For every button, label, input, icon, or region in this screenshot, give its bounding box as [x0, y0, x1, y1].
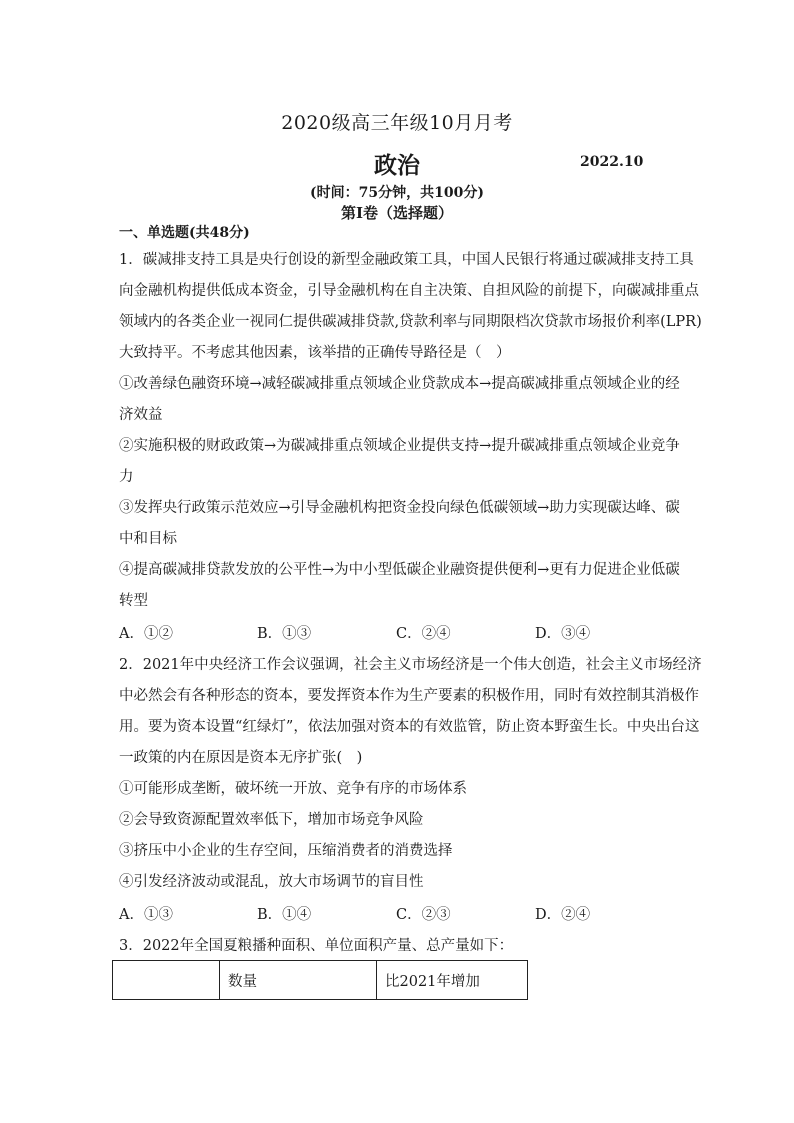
table-header-cell: 比2021年增加: [377, 961, 528, 1000]
question-2-line: 一政策的内在原因是资本无序扩张( ): [119, 750, 363, 766]
question-2-statement: ③挤压中小企业的生存空间，压缩消费者的消费选择: [119, 843, 453, 859]
question-1-statement: ①改善绿色融资环境→减轻碳减排重点领域企业贷款成本→提高碳减排重点领域企业的经: [119, 376, 680, 392]
question-1-statement: 中和目标: [119, 531, 177, 547]
question-1-statement: 济效益: [119, 407, 163, 423]
option-d[interactable]: D．②④: [535, 907, 591, 923]
exam-title: 2020级高三年级10月月考: [281, 112, 513, 134]
table-header-cell: 数量: [220, 961, 377, 1000]
option-c[interactable]: C．②④: [396, 626, 451, 642]
exam-date: 2022.10: [580, 154, 644, 170]
option-d[interactable]: D．③④: [535, 626, 591, 642]
question-1-line: 1．碳减排支持工具是央行创设的新型金融政策工具，中国人民银行将通过碳减排支持工具: [119, 252, 694, 268]
question-1-line: 大致持平。不考虑其他因素，该举措的正确传导路径是（ ）: [119, 345, 511, 361]
option-b[interactable]: B．①④: [257, 907, 312, 923]
option-a[interactable]: A．①③: [119, 907, 173, 923]
question-1-statement: ②实施积极的财政政策→为碳减排重点领域企业提供支持→提升碳减排重点领域企业竞争: [119, 438, 680, 454]
question-1-statement: 力: [119, 469, 134, 485]
question-1-statement: 转型: [119, 593, 148, 609]
question-2-statement: ①可能形成垄断，破坏统一开放、竞争有序的市场体系: [119, 781, 467, 797]
question-1-statement: ③发挥央行政策示范效应→引导金融机构把资金投向绿色低碳领域→助力实现碳达峰、碳: [119, 500, 680, 516]
yield-table: [112, 960, 528, 1000]
table-header-cell: [113, 961, 220, 1000]
question-2-line: 2．2021年中央经济工作会议强调，社会主义市场经济是一个伟大创造，社会主义市场经济: [119, 657, 702, 673]
time-info: (时间：75分钟，共100分): [310, 185, 484, 201]
option-b[interactable]: B．①③: [257, 626, 312, 642]
question-1-line: 向金融机构提供低成本资金，引导金融机构在自主决策、自担风险的前提下，向碳减排重点: [119, 283, 699, 299]
question-2-statement: ④引发经济波动或混乱，放大市场调节的盲目性: [119, 874, 424, 890]
option-c[interactable]: C．②③: [396, 907, 451, 923]
question-1-line: 领域内的各类企业一视同仁提供碳减排贷款,贷款利率与同期限档次贷款市场报价利率(LPR): [119, 314, 702, 330]
question-3-line: 3．2022年全国夏粮播种面积、单位面积产量、总产量如下：: [119, 938, 514, 954]
question-2-line: 用。要为资本设置“红绿灯”，依法加强对资本的有效监管，防止资本野蛮生长。中央出台这: [119, 719, 700, 735]
option-a[interactable]: A．①②: [119, 626, 173, 642]
question-2-line: 中必然会有各种形态的资本，要发挥资本作为生产要素的积极作用，同时有效控制其消极作: [119, 688, 699, 704]
question-1-statement: ④提高碳减排贷款发放的公平性→为中小型低碳企业融资提供便利→更有力促进企业低碳: [119, 562, 680, 578]
question-2-statement: ②会导致资源配置效率低下，增加市场竞争风险: [119, 812, 424, 828]
table-row: [113, 961, 528, 1000]
volume-heading: 第I卷（选择题）: [340, 204, 454, 222]
subject-title: 政治: [374, 152, 420, 179]
section-heading: 一、单选题(共48分): [119, 225, 250, 241]
